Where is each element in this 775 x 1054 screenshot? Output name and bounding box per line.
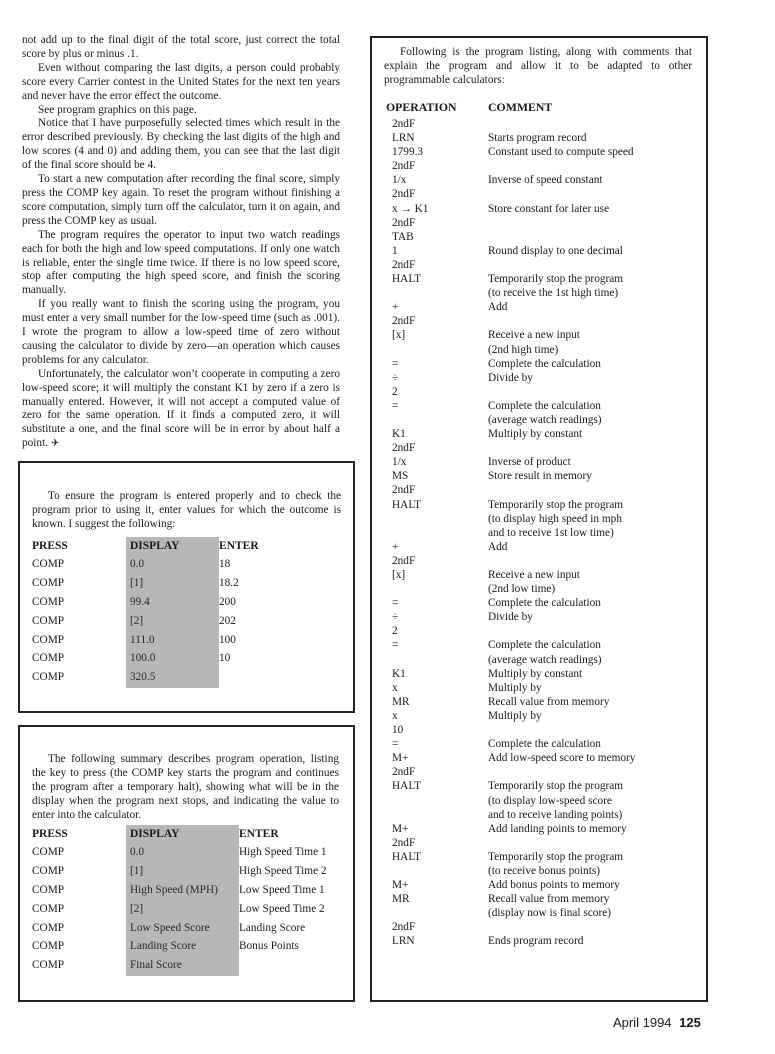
table-row xyxy=(32,957,327,976)
press-key-cell: COMP xyxy=(32,902,65,915)
table-header-row xyxy=(386,100,635,118)
table-row xyxy=(386,456,635,470)
operation-cell: HALT xyxy=(392,273,422,286)
table-row xyxy=(386,499,635,513)
table-row xyxy=(386,879,635,893)
display-value-cell: Low Speed Score xyxy=(126,919,239,938)
body-paragraph: not add up to the final digit of the total score, just correct the total score by plus or minus .1. xyxy=(22,34,340,60)
table-row xyxy=(386,442,635,456)
table-row xyxy=(386,358,635,372)
table-row xyxy=(386,823,635,837)
test-values-box xyxy=(18,461,355,713)
comment-cell: Round display to one decimal xyxy=(488,244,623,257)
press-key-cell: COMP xyxy=(32,865,65,878)
program-listing-box xyxy=(370,36,708,1002)
page-footer xyxy=(613,1016,701,1030)
press-key-cell: COMP xyxy=(32,846,65,859)
display-value-cell: High Speed (MPH) xyxy=(126,882,239,901)
display-value-cell: 320.5 xyxy=(126,669,219,688)
table-row xyxy=(32,575,259,594)
program-listing-intro: Following is the program listing, along with comments that explain the program and allow it to be adapted to other programmable calculators: xyxy=(384,46,692,86)
comment-cell: and to receive landing points) xyxy=(488,808,623,821)
body-paragraph: See program graphics on this page. xyxy=(38,103,197,116)
table-row xyxy=(386,372,635,386)
table-row xyxy=(386,386,635,400)
enter-header: ENTER xyxy=(219,539,259,552)
table-row xyxy=(386,625,635,639)
table-row xyxy=(386,513,635,527)
table-row xyxy=(386,682,635,696)
operation-cell: M+ xyxy=(392,752,409,765)
table-row xyxy=(32,882,327,901)
table-row xyxy=(386,273,635,287)
comment-cell xyxy=(488,315,635,329)
comment-cell: Recall value from memory xyxy=(488,695,610,708)
enter-value-cell: 18.2 xyxy=(219,577,239,590)
operation-cell: x xyxy=(392,709,398,722)
comment-cell xyxy=(488,555,635,569)
operation-cell: + xyxy=(392,301,399,314)
table-row xyxy=(386,344,635,358)
table-row xyxy=(386,541,635,555)
press-key-cell: COMP xyxy=(32,614,65,627)
operation-cell: 2 xyxy=(392,625,398,638)
display-value-cell: 111.0 xyxy=(126,631,219,650)
table-row xyxy=(386,752,635,766)
comment-cell: Store result in memory xyxy=(488,470,592,483)
display-header: DISPLAY xyxy=(126,537,219,556)
comment-cell: Inverse of speed constant xyxy=(488,174,603,187)
operation-cell xyxy=(386,414,488,428)
operation-cell: [x] xyxy=(392,329,406,342)
operation-cell: 1/x xyxy=(392,174,407,187)
press-key-cell: COMP xyxy=(32,596,65,609)
comment-cell: Temporarily stop the program xyxy=(488,850,624,863)
table-row xyxy=(386,217,635,231)
body-paragraph: Even without comparing the last digits, a person could probably score every Carrier contest in the United States for the next ten years and never have the error effect the outcome. xyxy=(22,61,340,102)
operation-cell: 2ndF xyxy=(392,554,416,567)
operation-header: OPERATION xyxy=(386,99,457,114)
operation-cell xyxy=(386,795,488,809)
comment-cell: Divide by xyxy=(488,611,533,624)
comment-cell: Temporarily stop the program xyxy=(488,498,624,511)
operation-cell: 2ndF xyxy=(392,160,416,173)
operation-cell: 2 xyxy=(392,385,398,398)
comment-cell: (2nd low time) xyxy=(488,583,556,596)
page-number: 125 xyxy=(679,1015,701,1030)
operation-cell xyxy=(386,583,488,597)
table-row xyxy=(386,245,635,259)
table-row xyxy=(386,710,635,724)
comment-cell: Starts program record xyxy=(488,132,587,145)
table-row xyxy=(32,594,259,613)
comment-cell: (display now is final score) xyxy=(488,907,611,920)
operation-cell: MS xyxy=(392,470,409,483)
operation-cell: 2ndF xyxy=(392,118,416,130)
operation-cell: + xyxy=(392,540,399,553)
operation-cell: HALT xyxy=(392,780,422,793)
body-paragraph xyxy=(22,368,340,451)
table-row xyxy=(386,851,635,865)
comment-cell: Add landing points to memory xyxy=(488,822,627,835)
comment-cell: Temporarily stop the program xyxy=(488,780,624,793)
comment-cell: Multiply by xyxy=(488,709,542,722)
table-row xyxy=(386,738,635,752)
comment-cell xyxy=(488,837,635,851)
operation-cell xyxy=(386,527,488,541)
operation-cell: K1 xyxy=(392,428,406,441)
enter-value-cell: High Speed Time 1 xyxy=(239,846,327,859)
comment-cell: (to receive bonus points) xyxy=(488,864,600,877)
program-summary-intro: The following summary describes program operation, listing the key to press (the COMP key starts the program and continues the program after a temporary halt), showing what will be in the display when the program next stops, and indicating the value to enter into the calculator. xyxy=(32,753,339,821)
table-row xyxy=(386,893,635,907)
table-row xyxy=(386,470,635,484)
comment-cell: Multiply by constant xyxy=(488,428,583,441)
operation-cell: 2ndF xyxy=(392,766,416,779)
table-row xyxy=(386,921,635,935)
comment-cell xyxy=(488,217,635,231)
table-row xyxy=(386,400,635,414)
comment-cell: Receive a new input xyxy=(488,569,580,581)
table-row xyxy=(32,631,259,650)
program-summary-box xyxy=(18,725,355,1002)
operation-cell: ÷ xyxy=(392,371,399,384)
operation-cell: MR xyxy=(392,893,410,906)
operation-cell xyxy=(386,513,488,527)
press-header: PRESS xyxy=(32,539,68,552)
comment-cell: Store constant for later use xyxy=(488,202,610,215)
operation-cell: = xyxy=(392,639,399,652)
comment-cell xyxy=(488,386,635,400)
table-row xyxy=(386,837,635,851)
issue-date: April 1994 xyxy=(613,1015,672,1030)
comment-cell: (to receive the 1st high time) xyxy=(488,287,619,300)
comment-cell xyxy=(488,259,635,273)
table-row xyxy=(386,865,635,879)
operation-cell xyxy=(386,809,488,823)
table-row xyxy=(386,766,635,780)
press-key-cell: COMP xyxy=(32,558,65,571)
body-paragraph: The program requires the operator to input two watch readings each for both the high and low speed computations. If only one watch is reliable, enter the single time twice. If there is no low speed score, stop after computing the high speed score, and finish the scoring manually. xyxy=(22,228,340,297)
operation-cell: 1799.3 xyxy=(392,146,424,159)
enter-value-cell: 200 xyxy=(219,596,236,609)
operation-cell: 2ndF xyxy=(392,836,416,849)
operation-cell: 10 xyxy=(392,724,404,737)
display-value-cell: 100.0 xyxy=(126,650,219,669)
operation-cell: 1 xyxy=(392,244,398,257)
comment-cell: (2nd high time) xyxy=(488,343,559,356)
table-row xyxy=(386,174,635,188)
press-key-cell: COMP xyxy=(32,577,65,590)
table-row xyxy=(386,809,635,823)
operation-cell: 2ndF xyxy=(392,484,416,497)
display-value-cell: 0.0 xyxy=(126,844,239,863)
table-row xyxy=(386,724,635,738)
table-row xyxy=(386,795,635,809)
table-row xyxy=(386,428,635,442)
display-value-cell: Final Score xyxy=(126,957,239,976)
enter-value-cell: High Speed Time 2 xyxy=(239,865,327,878)
comment-cell: (average watch readings) xyxy=(488,413,602,426)
operation-cell: HALT xyxy=(392,498,422,511)
table-row xyxy=(32,863,327,882)
operation-cell: 1/x xyxy=(392,456,407,469)
comment-cell xyxy=(488,724,635,738)
operation-cell: LRN xyxy=(392,935,415,948)
operation-cell: 2ndF xyxy=(392,216,416,229)
comment-header: COMMENT xyxy=(488,99,553,114)
table-row xyxy=(32,919,327,938)
table-row xyxy=(32,612,259,631)
press-key-cell: COMP xyxy=(32,652,65,665)
operation-cell: 2ndF xyxy=(392,258,416,271)
program-summary-table xyxy=(32,825,327,976)
press-key-cell: COMP xyxy=(32,940,65,953)
comment-cell: Add xyxy=(488,301,508,314)
table-row xyxy=(386,146,635,160)
press-key-cell: COMP xyxy=(32,671,65,684)
comment-cell xyxy=(488,231,635,245)
comment-cell: and to receive 1st low time) xyxy=(488,526,614,539)
comment-cell: Multiply by constant xyxy=(488,667,583,680)
table-row xyxy=(32,556,259,575)
table-row xyxy=(386,118,635,132)
comment-cell: Add low-speed score to memory xyxy=(488,752,636,765)
comment-cell xyxy=(488,442,635,456)
press-key-cell: COMP xyxy=(32,959,65,972)
comment-cell: (to display high speed in mph xyxy=(488,512,622,525)
comment-cell xyxy=(488,921,635,935)
table-row xyxy=(32,900,327,919)
table-row xyxy=(386,329,635,343)
table-header-row xyxy=(32,825,327,844)
table-row xyxy=(386,555,635,569)
paragraph-text: Unfortunately, the calculator won’t cooperate in computing a zero low-speed score; it will multiply the constant K1 by zero if a zero is manually entered. However, it will not accept a computed value of zero for the same operation. If it finds a computed zero, it will substitute a one, and the final score will be in error by about half a point. xyxy=(22,367,340,450)
table-row xyxy=(386,639,635,653)
comment-cell: Multiply by xyxy=(488,681,542,694)
comment-cell xyxy=(488,766,635,780)
body-paragraph: To start a new computation after recording the final score, simply press the COMP key again. To reset the program without finishing a score computation, simply turn off the calculator, turn it on again, and press the COMP key as usual. xyxy=(22,173,340,227)
comment-cell xyxy=(488,118,635,132)
operation-cell: 2ndF xyxy=(392,442,416,455)
article-left-column xyxy=(22,34,340,451)
display-value-cell: 0.0 xyxy=(126,556,219,575)
table-row xyxy=(386,484,635,498)
table-row xyxy=(386,696,635,710)
table-row xyxy=(32,650,259,669)
table-row xyxy=(386,132,635,146)
comment-cell: Temporarily stop the program xyxy=(488,273,624,286)
display-value-cell: 99.4 xyxy=(126,594,219,613)
press-header: PRESS xyxy=(32,827,68,840)
comment-cell: Divide by xyxy=(488,371,533,384)
operation-cell: x → K1 xyxy=(392,202,429,215)
table-row xyxy=(386,287,635,301)
table-row xyxy=(386,414,635,428)
table-row xyxy=(32,669,259,688)
display-value-cell: [2] xyxy=(126,900,239,919)
display-header: DISPLAY xyxy=(126,825,239,844)
comment-cell: (to display low-speed score xyxy=(488,794,612,807)
press-key-cell: COMP xyxy=(32,633,65,646)
airplane-end-icon: ✈ xyxy=(50,438,60,450)
operation-cell: [x] xyxy=(392,569,406,581)
table-row xyxy=(386,668,635,682)
operation-cell: 2ndF xyxy=(392,315,416,328)
comment-cell: Add xyxy=(488,540,508,553)
body-paragraph: Notice that I have purposefully selected times which result in the error described previously. By checking the last digits of the high and low scores (4 and 0) and adding them, you can see that the last digit of the final score should be 4. xyxy=(22,117,340,172)
table-row xyxy=(32,844,327,863)
comment-cell: Recall value from memory xyxy=(488,893,610,906)
table-row xyxy=(386,569,635,583)
operation-cell: M+ xyxy=(392,879,409,892)
enter-value-cell: 18 xyxy=(219,558,231,571)
comment-cell: Complete the calculation xyxy=(488,399,601,412)
enter-value-cell: Bonus Points xyxy=(239,940,299,953)
table-row xyxy=(386,654,635,668)
table-header-row xyxy=(32,537,259,556)
operation-cell: = xyxy=(392,597,399,610)
table-row xyxy=(386,597,635,611)
operation-cell: = xyxy=(392,357,399,370)
operation-cell: = xyxy=(392,399,399,412)
table-row xyxy=(386,583,635,597)
comment-cell: Complete the calculation xyxy=(488,357,601,370)
program-listing-table xyxy=(386,100,635,950)
comment-cell: Ends program record xyxy=(488,935,584,948)
operation-cell: ÷ xyxy=(392,611,399,624)
display-value-cell: [2] xyxy=(126,612,219,631)
operation-cell: LRN xyxy=(392,132,415,145)
operation-cell: TAB xyxy=(392,230,414,243)
operation-cell: M+ xyxy=(392,822,409,835)
table-row xyxy=(386,315,635,329)
body-paragraph: If you really want to finish the scoring using the program, you must enter a very small number for the low-speed time (such as .001). I wrote the program to allow a low-speed time of zero without causing the calculator to divide by zero—an operation which causes problems for any calculator. xyxy=(22,298,340,366)
table-row xyxy=(32,938,327,957)
table-row xyxy=(386,611,635,625)
press-key-cell: COMP xyxy=(32,921,65,934)
comment-cell: Constant used to compute speed xyxy=(488,146,634,159)
table-row xyxy=(386,780,635,794)
enter-value-cell xyxy=(219,669,259,688)
enter-value-cell: 10 xyxy=(219,652,231,665)
comment-cell: Complete the calculation xyxy=(488,639,601,652)
display-value-cell: [1] xyxy=(126,863,239,882)
operation-cell: HALT xyxy=(392,850,422,863)
comment-cell: (average watch readings) xyxy=(488,653,602,666)
operation-cell xyxy=(386,287,488,301)
table-row xyxy=(386,160,635,174)
table-row xyxy=(386,301,635,315)
press-key-cell: COMP xyxy=(32,884,65,897)
test-values-intro: To ensure the program is entered properly and to check the program prior to using it, enter values for which the outcome is known. I suggest the following: xyxy=(32,490,341,530)
comment-cell: Inverse of product xyxy=(488,456,571,469)
enter-header: ENTER xyxy=(239,827,279,840)
comment-cell: Add bonus points to memory xyxy=(488,879,620,892)
table-row xyxy=(386,203,635,217)
table-row xyxy=(386,231,635,245)
table-row xyxy=(386,527,635,541)
operation-cell xyxy=(386,907,488,921)
operation-cell: 2ndF xyxy=(392,921,416,934)
test-values-table xyxy=(32,537,259,688)
display-value-cell: Landing Score xyxy=(126,938,239,957)
operation-cell xyxy=(386,865,488,879)
operation-cell xyxy=(386,654,488,668)
comment-cell xyxy=(488,188,635,202)
enter-value-cell: Landing Score xyxy=(239,921,306,934)
display-value-cell: [1] xyxy=(126,575,219,594)
table-row xyxy=(386,935,635,949)
comment-cell: Complete the calculation xyxy=(488,597,601,610)
enter-value-cell: Low Speed Time 1 xyxy=(239,884,325,897)
enter-value-cell: 100 xyxy=(219,633,236,646)
operation-cell: MR xyxy=(392,695,410,708)
table-row xyxy=(386,188,635,202)
comment-cell: Complete the calculation xyxy=(488,738,601,751)
operation-cell: 2ndF xyxy=(392,188,416,201)
comment-cell xyxy=(488,160,635,174)
comment-cell xyxy=(488,484,635,498)
operation-cell xyxy=(386,344,488,358)
operation-cell: x xyxy=(392,681,398,694)
table-row xyxy=(386,259,635,273)
operation-cell: K1 xyxy=(392,667,406,680)
operation-cell: = xyxy=(392,738,399,751)
enter-value-cell: Low Speed Time 2 xyxy=(239,902,325,915)
comment-cell xyxy=(488,625,635,639)
enter-value-cell xyxy=(239,957,327,976)
enter-value-cell: 202 xyxy=(219,614,236,627)
comment-cell: Receive a new input xyxy=(488,329,580,342)
table-row xyxy=(386,907,635,921)
